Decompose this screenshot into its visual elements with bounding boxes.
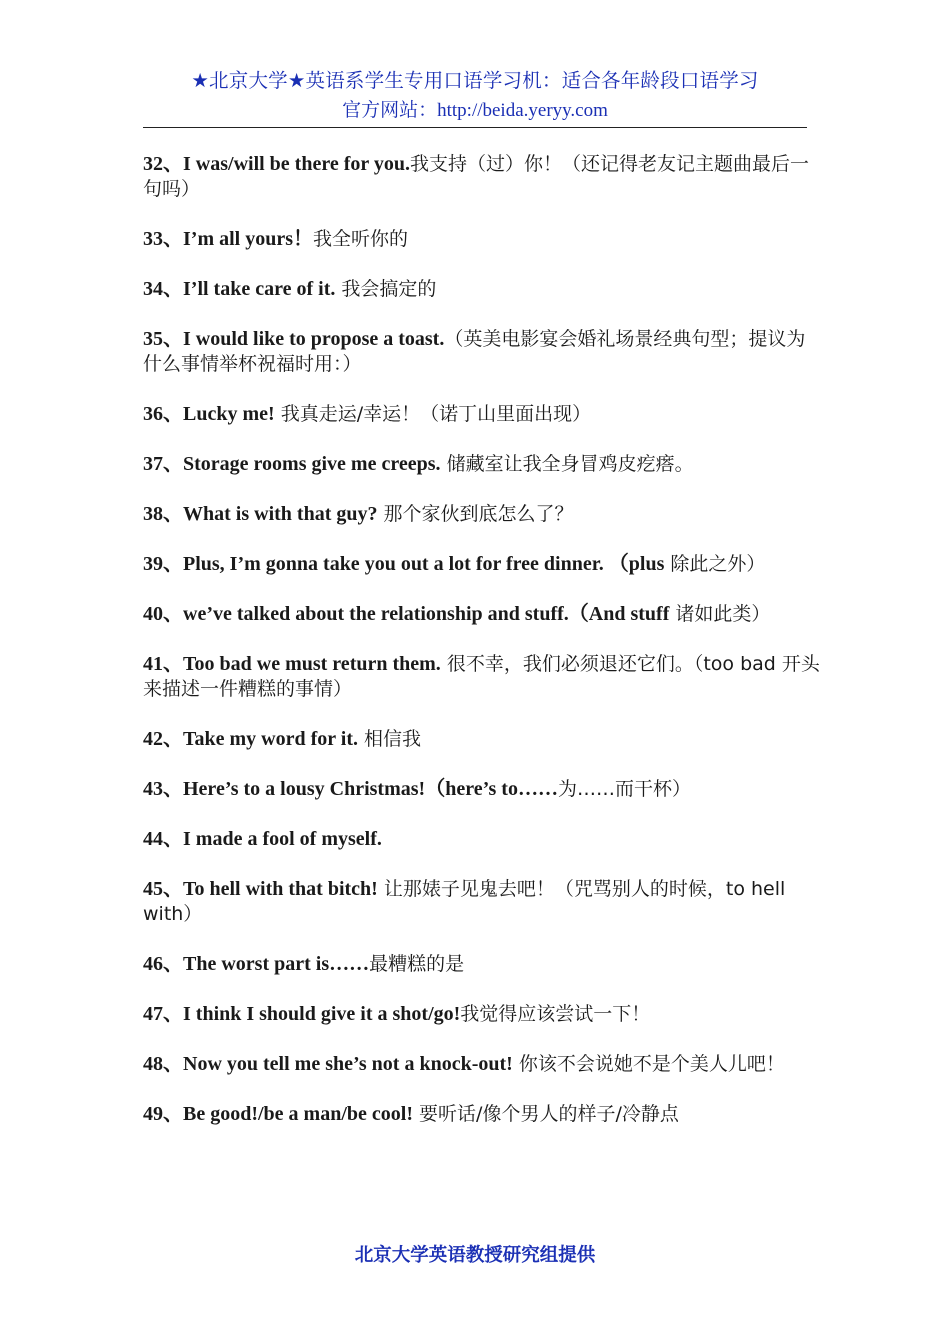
phrase-english: 47、I think I should give it a shot/go!	[143, 1003, 461, 1025]
phrase-chinese: 你该不会说她不是个美人儿吧！	[512, 1053, 785, 1075]
website-url[interactable]: http://beida.yeryy.com	[437, 100, 608, 121]
phrase-chinese: 我觉得应该尝试一下！	[460, 1003, 651, 1025]
list-item	[143, 777, 823, 802]
phrase-chinese: 那个家伙到底怎么了？	[377, 503, 574, 525]
page-header	[143, 66, 807, 125]
phrase-english: 43、Here’s to a lousy Christmas!（here’s to……	[143, 778, 558, 800]
phrase-english: 34、I’ll take care of it.	[143, 278, 336, 300]
phrase-list	[143, 152, 823, 1152]
phrase-english: 38、What is with that guy?	[143, 503, 378, 525]
phrase-english: 46、The worst part is……	[143, 953, 370, 975]
list-item	[143, 402, 823, 427]
phrase-chinese: 为……而干杯）	[557, 778, 691, 800]
list-item	[143, 502, 823, 527]
phrase-chinese: 要听话/像个男人的样子/冷静点	[413, 1103, 679, 1125]
phrase-chinese: 很不幸，我们必须退还它们。（too bad 开头来描述一件糟糕的事情）	[143, 653, 820, 700]
list-item	[143, 877, 823, 927]
phrase-english: 32、I was/will be there for you.	[143, 153, 411, 175]
phrase-english: 40、we’ve talked about the relationship and stuff.（And stuff	[143, 603, 670, 625]
list-item	[143, 727, 823, 752]
phrase-english: 41、Too bad we must return them.	[143, 653, 441, 675]
phrase-chinese: 我会搞定的	[335, 278, 437, 300]
phrase-english: 33、I’m all yours！	[143, 228, 313, 250]
list-item	[143, 552, 823, 577]
phrase-english: 49、Be good!/be a man/be cool!	[143, 1103, 413, 1125]
phrase-english: 35、I would like to propose a toast.	[143, 328, 445, 350]
header-divider	[143, 127, 807, 128]
phrase-english: 37、Storage rooms give me creeps.	[143, 453, 441, 475]
list-item	[143, 1102, 823, 1127]
list-item	[143, 602, 823, 627]
phrase-chinese: 除此之外）	[664, 553, 766, 575]
header-website	[143, 96, 807, 125]
phrase-english: 48、Now you tell me she’s not a knock-out!	[143, 1053, 513, 1075]
phrase-chinese: （英美电影宴会婚礼场景经典句型；提议为什么事情举杯祝福时用：）	[143, 328, 806, 375]
list-item	[143, 952, 823, 977]
list-item	[143, 652, 823, 702]
header-title: ★北京大学★英语系学生专用口语学习机：适合各年龄段口语学习	[191, 69, 759, 92]
phrase-english: 44、I made a fool of myself.	[143, 828, 382, 850]
phrase-english: 42、Take my word for it.	[143, 728, 358, 750]
list-item	[143, 1002, 823, 1027]
list-item	[143, 1052, 823, 1077]
phrase-chinese: 诸如此类）	[669, 603, 771, 625]
page-footer: 北京大学英语教授研究组提供	[354, 1245, 596, 1266]
phrase-chinese: 让那婊子见鬼去吧！（咒骂别人的时候，to hell with）	[143, 878, 786, 925]
phrase-english: 45、To hell with that bitch!	[143, 878, 378, 900]
phrase-chinese: 储藏室让我全身冒鸡皮疙瘩。	[440, 453, 694, 475]
phrase-chinese: 相信我	[358, 728, 422, 750]
list-item	[143, 152, 823, 202]
phrase-chinese: 我支持（过）你！（还记得老友记主题曲最后一句吗）	[143, 153, 810, 200]
phrase-english: 39、Plus, I’m gonna take you out a lot for free dinner. （plus	[143, 553, 665, 575]
phrase-chinese: 我全听你的	[313, 228, 409, 250]
list-item	[143, 327, 823, 377]
website-label: 官方网站：	[342, 99, 438, 121]
phrase-english: 36、Lucky me!	[143, 403, 275, 425]
list-item	[143, 452, 823, 477]
list-item	[143, 827, 823, 852]
phrase-chinese: 我真走运/幸运！（诺丁山里面出现）	[274, 403, 592, 425]
list-item	[143, 227, 823, 252]
phrase-chinese: 最糟糕的是	[369, 953, 465, 975]
list-item	[143, 277, 823, 302]
